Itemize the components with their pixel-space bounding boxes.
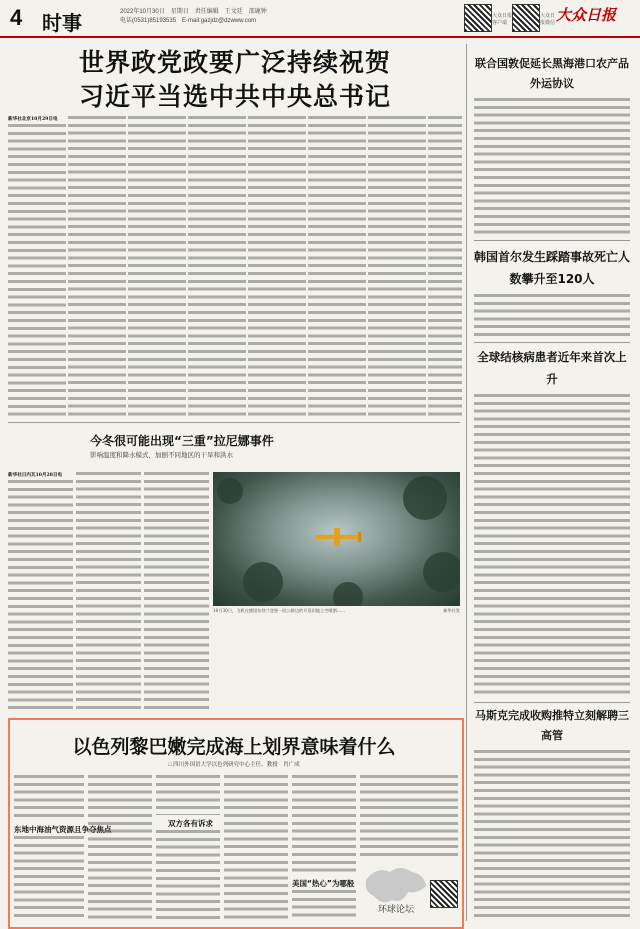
la-nina-headline[interactable]: 今冬很可能出现“三重”拉尼娜事件	[90, 434, 274, 448]
la-nina-subhead: 影响温度和降水模式，加剧不同地区的干旱和洪水	[90, 452, 233, 459]
world-map-icon	[362, 860, 430, 916]
feature-column-5a	[292, 775, 356, 873]
text-block	[188, 116, 246, 416]
text-block	[8, 480, 73, 712]
tree-canopy	[333, 582, 363, 606]
sidebar-divider	[474, 702, 630, 703]
text-block	[428, 116, 462, 416]
feature-column-2	[88, 775, 152, 920]
sidebar-story-4-body	[474, 750, 630, 920]
feature-column-1b	[14, 836, 84, 920]
lead-column-6	[308, 116, 366, 416]
text-block	[292, 890, 356, 920]
text-block	[474, 98, 630, 236]
lead-column-1	[8, 116, 66, 416]
feature-column-1a	[14, 775, 84, 821]
tree-canopy	[403, 476, 447, 520]
sidebar-story-1-title[interactable]: 联合国敦促延长黑海港口农产品外运协议	[475, 57, 629, 90]
text-block	[308, 116, 366, 416]
feature-column-5b	[292, 890, 356, 920]
tree-canopy	[423, 552, 460, 592]
feature-headline[interactable]: 以色列黎巴嫩完成海上划界意味着什么	[72, 736, 396, 758]
qr-code-icon[interactable]	[430, 880, 458, 908]
qr-code-wechat[interactable]	[512, 4, 540, 32]
lead-dateline: 新华社北京10月29日电	[8, 117, 58, 122]
la-nina-column-3	[144, 472, 209, 712]
la-nina-column-1	[8, 472, 73, 712]
sidebar-story-3-body	[474, 394, 630, 698]
feature-subhead-3: 美国“热心”为哪般	[292, 879, 355, 888]
feature-column-3b	[156, 830, 220, 920]
contact-line: 电话(0531)85193535 E-mail:gazjdz@dzwww.com	[120, 18, 257, 24]
text-block	[474, 394, 630, 698]
lead-headline-line2: 习近平当选中共中央总书记	[78, 82, 391, 111]
feature-byline: □ 四川外国语大学以色列研究中心主任、教授 肖广成	[168, 762, 300, 768]
column-logo: 环球论坛	[377, 905, 415, 915]
sidebar-story-1-body	[474, 98, 630, 236]
la-nina-dateline: 新华社日内瓦10月28日电	[8, 473, 63, 478]
photo-credit: 新华社发	[443, 608, 460, 613]
section-name: 时事	[42, 13, 82, 35]
edition-date: 2022年10月30日 星期日 责任编辑 王文廷 邵鹿钟	[120, 9, 267, 15]
caption-text: 10月30日，飞机在德国东勃兰登堡一段公路边的开垦田地上空喷洒……	[213, 608, 346, 613]
page-number: 4	[10, 5, 23, 30]
section-divider	[8, 422, 460, 423]
sidebar-divider	[466, 44, 467, 921]
crop-duster-photo[interactable]	[213, 472, 460, 606]
text-block	[292, 775, 356, 873]
lead-column-2	[68, 116, 126, 416]
text-block	[68, 116, 126, 416]
text-block	[144, 472, 209, 712]
text-block	[14, 775, 84, 821]
la-nina-column-2	[76, 472, 141, 712]
lead-headline-line1: 世界政党政要广泛持续祝贺	[78, 48, 391, 77]
feature-column-6	[360, 775, 458, 857]
qr-label-client: 大众日报客户端	[492, 13, 513, 26]
lead-column-7	[368, 116, 426, 416]
tree-canopy	[243, 562, 283, 602]
text-block	[156, 830, 220, 920]
qr-label-wechat: 大众日报微信	[540, 13, 556, 26]
text-block	[360, 775, 458, 857]
sidebar-divider	[474, 342, 630, 343]
lead-column-4	[188, 116, 246, 416]
lead-column-5	[248, 116, 306, 416]
sidebar-story-4-title[interactable]: 马斯克完成收购推特立刻解聘三高管	[475, 709, 629, 742]
sidebar-story-2-body	[474, 294, 630, 338]
feature-column-4	[224, 775, 288, 920]
text-block	[224, 775, 288, 920]
text-block	[128, 116, 186, 416]
qr-code-client[interactable]	[464, 4, 492, 32]
text-block	[76, 472, 141, 712]
sidebar-story-3-title[interactable]: 全球结核病患者近年来首次上升	[477, 350, 627, 386]
feature-subhead-2: 双方各有诉求	[168, 819, 213, 828]
tree-canopy	[217, 478, 243, 504]
lead-headline[interactable]	[60, 46, 410, 114]
sidebar-story-2-title[interactable]: 韩国首尔发生踩踏事故死亡人数攀升至120人	[474, 250, 631, 286]
text-block	[368, 116, 426, 416]
date-line	[120, 8, 267, 26]
lead-column-8	[428, 116, 462, 416]
text-block	[88, 775, 152, 920]
photo-caption	[213, 608, 460, 614]
text-block	[156, 775, 220, 815]
feature-column-3a	[156, 775, 220, 815]
qr-code-icon	[512, 4, 540, 32]
paper-logo: 大众日报	[556, 6, 617, 24]
text-block	[474, 750, 630, 920]
text-block	[474, 294, 630, 338]
sidebar-divider	[474, 240, 630, 241]
text-block	[14, 836, 84, 920]
lead-column-3	[128, 116, 186, 416]
airplane-icon	[310, 527, 370, 547]
text-block	[248, 116, 306, 416]
text-block	[8, 124, 66, 416]
feature-subhead-1: 东地中海油气资源且争夺焦点	[14, 825, 112, 834]
qr-code-icon	[464, 4, 492, 32]
